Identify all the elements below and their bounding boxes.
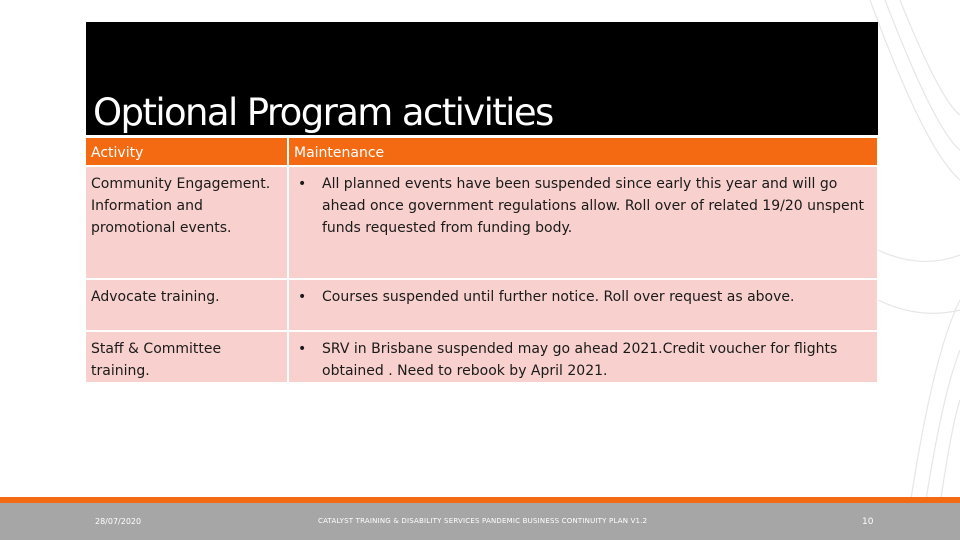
bullet-list [294,286,872,308]
page-number: 10 [862,517,874,527]
activity-cell: Staff & Committee training. [86,332,287,382]
footer-document-title: CATALYST TRAINING & DISABILITY SERVICES PANDEMIC BUSINESS CONTINUITY PLAN V1.2 [318,517,648,525]
table-row [86,167,877,278]
maintenance-cell [289,332,877,382]
title-bar [86,22,878,135]
bullet-list [294,173,872,239]
activity-cell: Advocate training. [86,280,287,330]
bullet-item: • SRV in Brisbane suspended may go ahead 2021.Credit voucher for flights obtained . Need to rebook by April 2021. [322,338,872,382]
activity-cell: Community Engagement. Information and promotional events. [86,167,287,278]
table-row [86,332,877,382]
slide-title: Optional Program activities [93,91,553,134]
footer-bar [0,503,960,540]
maintenance-cell [289,280,877,330]
table-row [86,280,877,330]
bullet-item: • All planned events have been suspended since early this year and will go ahead once government regulations allow. Roll over of related 19/20 unspent funds requested from funding body. [322,173,872,239]
table-header-row [86,138,877,165]
maintenance-cell [289,167,877,278]
bullet-list [294,338,872,382]
header-activity: Activity [86,138,287,165]
header-maintenance: Maintenance [289,138,877,165]
activities-table [84,136,879,384]
bullet-item: • Courses suspended until further notice. Roll over request as above. [322,286,872,308]
footer-date: 28/07/2020 [95,517,142,526]
